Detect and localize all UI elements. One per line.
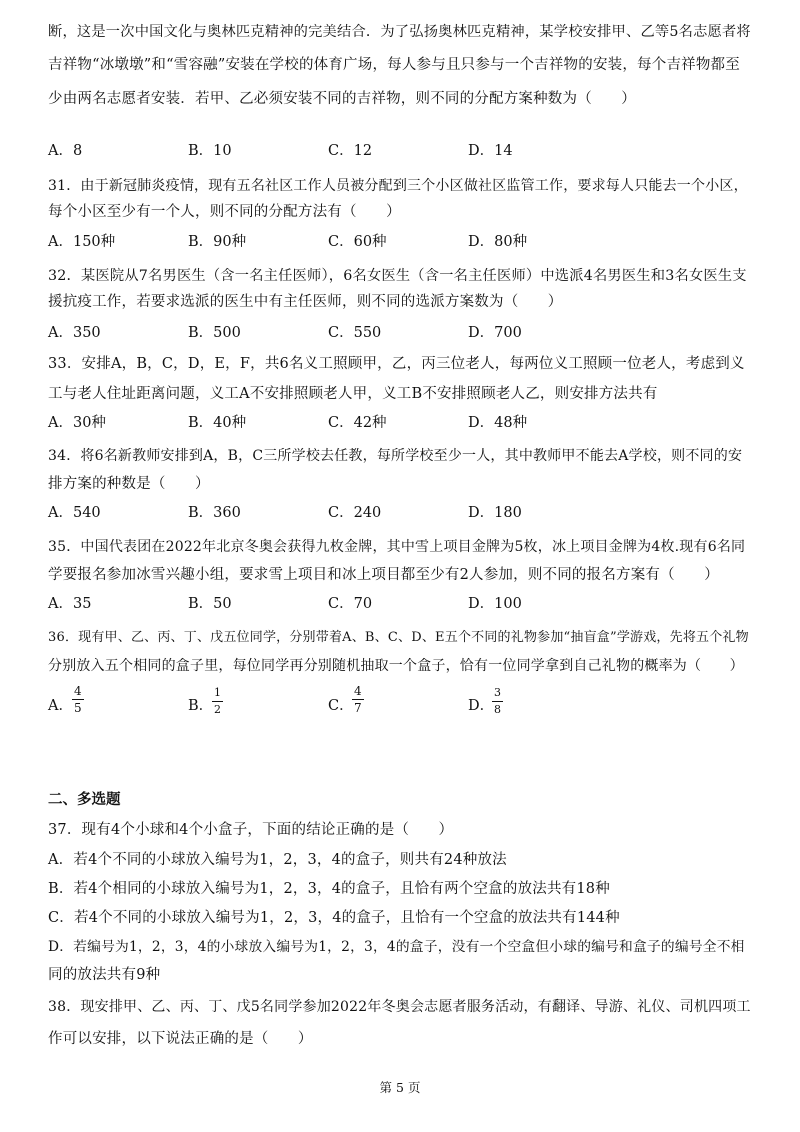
question-31-line-2: 每个小区至少有一个人，则不同的分配方法有（ ） [48, 204, 401, 220]
question-32-line-2: 援抗疫工作，若要求选派的医生中有主任医师，则不同的选派方案数为（ ） [48, 294, 563, 310]
question-36-line-2: 分别放入五个相同的盒子里，每位同学再分别随机抽取一个盒子，恰有一位同学拿到自己礼物的概率为（ ） [48, 658, 744, 674]
option-b[interactable]: B．10 [188, 143, 232, 159]
question-33-line-1: 33．安排A，B，C，D，E，F，共6名义工照顾甲，乙，丙三位老人，每两位义工照顾一位老人，考虑到义 [48, 356, 745, 372]
question-38-line-2: 作可以安排，以下说法正确的是（ ） [48, 1031, 313, 1047]
option-a[interactable]: A．35 [48, 596, 92, 612]
denominator: 7 [354, 701, 362, 715]
option-d[interactable]: D．100 [468, 596, 522, 612]
option-c-fraction [352, 684, 364, 715]
option-d[interactable]: D．48种 [468, 415, 528, 431]
option-a-fraction [72, 684, 84, 715]
option-a[interactable]: A．8 [48, 143, 83, 159]
question-34-line-2: 排方案的种数是（ ） [48, 476, 210, 492]
option-b-letter[interactable]: B． [188, 698, 214, 714]
question-31-line-1: 31．由于新冠肺炎疫情，现有五名社区工作人员被分配到三个小区做社区监管工作，要求每人只能去一个小区， [48, 178, 748, 194]
denominator: 5 [74, 701, 82, 715]
option-b-fraction [212, 686, 223, 717]
page-number: 第 5 页 [379, 1080, 421, 1095]
option-d[interactable]: D．80种 [468, 234, 528, 250]
option-b[interactable]: B．40种 [188, 415, 247, 431]
question-33-line-2: 工与老人住址距离问题，义工A不安排照顾老人甲，义工B不安排照顾老人乙，则安排方法共有 [48, 386, 658, 402]
question-32-line-1: 32．某医院从7名男医生（含一名主任医师），6名女医生（含一名主任医师）中选派4名男医生和3名女医生支 [48, 268, 747, 284]
fraction-bar [212, 701, 223, 702]
option-a[interactable]: A．350 [48, 325, 101, 341]
option-b[interactable]: B．360 [188, 505, 241, 521]
question-37-option-a[interactable]: A．若4个不同的小球放入编号为1，2，3，4的盒子，则共有24种放法 [48, 852, 507, 868]
option-c[interactable]: C．42种 [328, 415, 387, 431]
fraction-bar [492, 701, 503, 702]
question-37-option-b[interactable]: B．若4个相同的小球放入编号为1，2，3，4的盒子，且恰有两个空盒的放法共有18种 [48, 881, 610, 897]
option-c[interactable]: C．550 [328, 325, 382, 341]
denominator: 2 [214, 703, 221, 716]
option-c[interactable]: C．60种 [328, 234, 387, 250]
question-35-line-2: 学要报名参加冰雪兴趣小组，要求雪上项目和冰上项目都至少有2人参加，则不同的报名方案有（ ） [48, 567, 719, 583]
option-a[interactable]: A．150种 [48, 234, 116, 250]
question-30-line-2: 吉祥物“冰墩墩”和“雪容融”安装在学校的体育广场，每人参与且只参与一个吉祥物的安装，每个吉祥物都至 [48, 57, 740, 73]
numerator: 4 [74, 684, 82, 698]
numerator: 1 [214, 686, 221, 699]
option-b[interactable]: B．50 [188, 596, 232, 612]
fraction-bar [352, 699, 364, 700]
numerator: 4 [354, 684, 362, 698]
question-30-line-1: 断，这是一次中国文化与奥林匹克精神的完美结合．为了弘扬奥林匹克精神，某学校安排甲、乙等5名志愿者将 [48, 24, 751, 40]
option-a[interactable]: A．30种 [48, 415, 106, 431]
option-b[interactable]: B．500 [188, 325, 241, 341]
option-c[interactable]: C．70 [328, 596, 373, 612]
question-37-stem: 37．现有4个小球和4个小盒子，下面的结论正确的是（ ） [48, 822, 454, 838]
question-37-option-c[interactable]: C．若4个不同的小球放入编号为1，2，3，4的盒子，且恰有一个空盒的放法共有144种 [48, 910, 620, 926]
option-d-letter[interactable]: D． [468, 698, 495, 714]
denominator: 8 [494, 703, 501, 716]
question-37-option-d-cont: 同的放法共有9种 [48, 967, 161, 983]
question-36-line-1: 36．现有甲、乙、丙、丁、戊五位同学，分别带着A、B、C、D、E五个不同的礼物参加“抽盲盒”学游戏，先将五个礼物 [48, 630, 749, 645]
question-36-options [48, 684, 748, 724]
option-a-letter[interactable]: A． [48, 698, 73, 714]
question-38-line-1: 38．现安排甲、乙、丙、丁、戊5名同学参加2022年冬奥会志愿者服务活动，有翻译、导游、礼仪、司机四项工 [48, 999, 751, 1015]
option-d[interactable]: D．180 [468, 505, 522, 521]
option-b[interactable]: B．90种 [188, 234, 247, 250]
numerator: 3 [494, 686, 501, 699]
question-37-option-d[interactable]: D．若编号为1，2，3，4的小球放入编号为1，2，3，4的盒子，没有一个空盒但小球的编号和盒子的编号全不相 [48, 939, 745, 955]
option-d-fraction [492, 686, 503, 717]
question-30-line-3: 少由两名志愿者安装．若甲、乙必须安装不同的吉祥物，则不同的分配方案种数为（ ） [48, 91, 636, 107]
option-a[interactable]: A．540 [48, 505, 101, 521]
option-c-letter[interactable]: C． [328, 698, 354, 714]
question-35-line-1: 35．中国代表团在2022年北京冬奥会获得九枚金牌，其中雪上项目金牌为5枚，冰上项目金牌为4枚.现有6名同 [48, 539, 746, 555]
fraction-bar [72, 699, 84, 700]
section-title: 二、多选题 [48, 792, 121, 808]
option-c[interactable]: C．12 [328, 143, 373, 159]
option-c[interactable]: C．240 [328, 505, 382, 521]
option-d[interactable]: D．700 [468, 325, 522, 341]
option-d[interactable]: D．14 [468, 143, 513, 159]
question-34-line-1: 34．将6名新教师安排到A，B，C三所学校去任教，每所学校至少一人，其中教师甲不能去A学校，则不同的安 [48, 448, 743, 464]
